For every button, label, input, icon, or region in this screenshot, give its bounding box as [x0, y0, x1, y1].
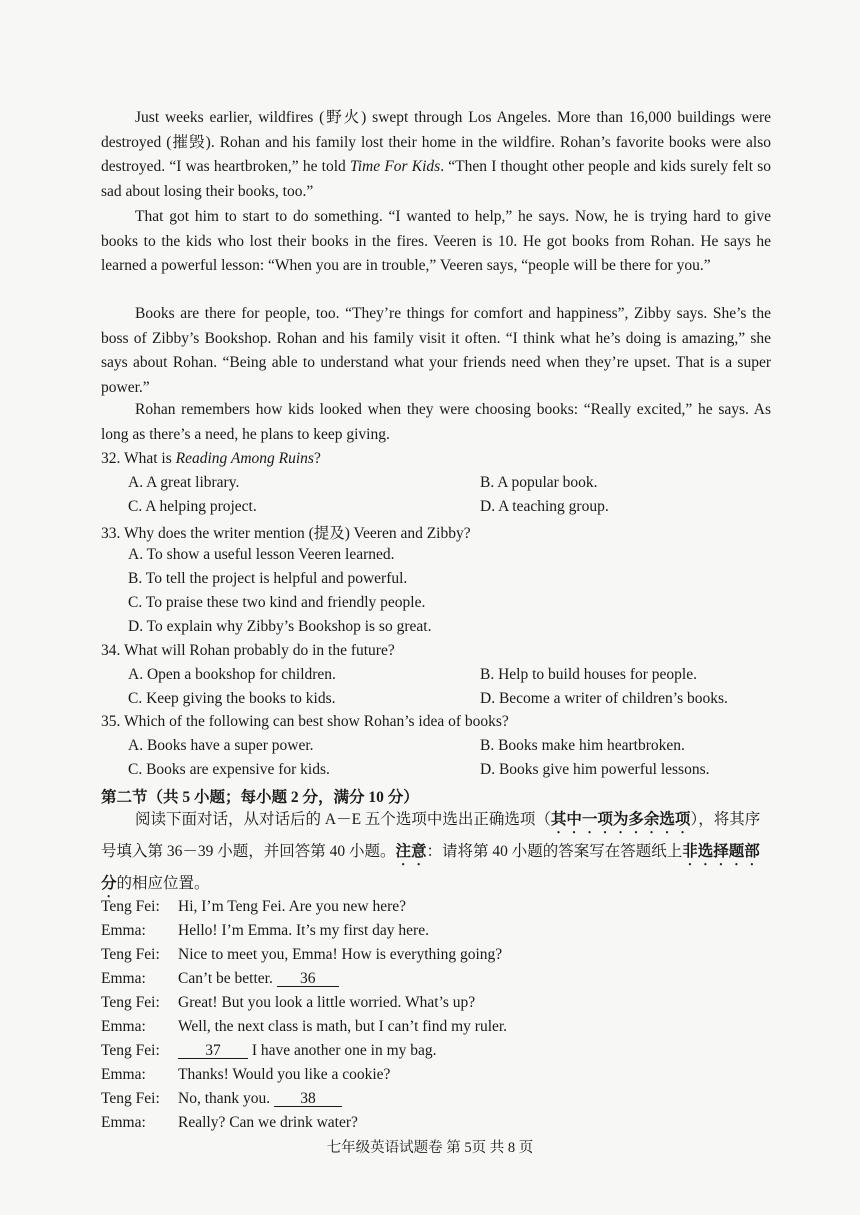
- speaker: Emma:: [101, 922, 146, 939]
- dialogue-line-2: [101, 922, 429, 940]
- q33-option-a: A. To show a useful lesson Veeren learned.: [128, 546, 395, 563]
- utterance: Well, the next class is math, but I can’t find my ruler.: [178, 1018, 508, 1035]
- instr-part-e: ：请将第 40 小题的答案写在答题纸上: [426, 843, 683, 860]
- utterance: I have another one in my bag.: [248, 1042, 437, 1059]
- q35-option-c: C. Books are expensive for kids.: [128, 761, 330, 778]
- q32-option-d: D. A teaching group.: [480, 498, 609, 515]
- page-footer: 七年级英语试题卷 第 5页 共 8 页: [326, 1140, 534, 1156]
- utterance: Hello! I’m Emma. It’s my first day here.: [178, 922, 429, 939]
- passage-p1-text-b: . “Then I thought other people and kids surely felt so sad about losing their books, too.”: [101, 158, 771, 200]
- dialogue-line-7: [101, 1042, 437, 1060]
- q32-stem-a: 32. What is: [101, 450, 176, 467]
- passage-paragraph-4: Rohan remembers how kids looked when they were choosing books: “Really excited,” he says. As long as there’s a need, he plans to keep giving.: [101, 401, 771, 443]
- q32-stem-title: Reading Among Ruins: [175, 450, 314, 467]
- section-2-instructions: [101, 805, 773, 901]
- utterance: Hi, I’m Teng Fei. Are you new here?: [178, 898, 407, 915]
- speaker: Teng Fei:: [101, 946, 160, 963]
- q33-option-b: B. To tell the project is helpful and powerful.: [128, 570, 408, 587]
- utterance: Nice to meet you, Emma! How is everything going?: [178, 946, 503, 963]
- dialogue-line-4: [101, 970, 339, 988]
- q32-stem-b: ?: [313, 450, 321, 467]
- question-35-stem: 35. Which of the following can best show Rohan’s idea of books?: [101, 713, 509, 730]
- question-33-stem: 33. Why does the writer mention (提及) Veeren and Zibby?: [101, 525, 471, 542]
- speaker: Emma:: [101, 970, 146, 987]
- q34-option-b: B. Help to build houses for people.: [480, 666, 697, 683]
- utterance: Can’t be better.: [178, 970, 277, 987]
- q35-option-b: B. Books make him heartbroken.: [480, 737, 685, 754]
- magazine-title: Time For Kids: [349, 158, 441, 176]
- dialogue-line-8: [101, 1066, 390, 1084]
- speaker: Emma:: [101, 1018, 146, 1035]
- dialogue-line-5: [101, 994, 475, 1012]
- q35-option-a: A. Books have a super power.: [128, 737, 314, 754]
- dialogue-line-6: [101, 1018, 507, 1036]
- q32-option-c: C. A helping project.: [128, 498, 257, 515]
- instr-emphasis-non-choice: 非选择题部分: [101, 843, 760, 892]
- passage-paragraph-2: That got him to start to do something. “I wanted to help,” he says. Now, he is trying hard to give books to the kids who lost their books in the fires. Veeren is 10. He got books from Rohan. He says he learned a powerful lesson: “When you are in trouble,” Veeren says, “people will be there for you.”: [101, 208, 771, 275]
- passage-paragraph-3: Books are there for people, too. “They’re things for comfort and happiness”, Zibby says. She’s the boss of Zibby’s Bookshop. Rohan and his family visit it often. “I think what he’s doing is amazing,” she says about Rohan. “Being able to understand what your friends need when they’re upset. That is a super power.”: [101, 305, 771, 396]
- speaker: Teng Fei:: [101, 898, 160, 915]
- question-34-stem: 34. What will Rohan probably do in the future?: [101, 642, 395, 659]
- utterance: Thanks! Would you like a cookie?: [178, 1066, 391, 1083]
- answer-blank-37: 37: [178, 1043, 248, 1059]
- q34-option-d: D. Become a writer of children’s books.: [480, 690, 728, 707]
- speaker: Emma:: [101, 1114, 146, 1131]
- utterance: Great! But you look a little worried. What’s up?: [178, 994, 476, 1011]
- section-2-title: 第二节（共 5 小题；每小题 2 分，满分 10 分）: [101, 789, 419, 806]
- dialogue-line-3: [101, 946, 502, 964]
- q33-option-c: C. To praise these two kind and friendly people.: [128, 594, 426, 611]
- utterance: Really? Can we drink water?: [178, 1114, 358, 1131]
- speaker: Teng Fei:: [101, 994, 160, 1011]
- dialogue-line-1: [101, 898, 406, 916]
- dialogue-line-10: [101, 1114, 358, 1132]
- q32-option-a: A. A great library.: [128, 474, 240, 491]
- answer-blank-38: 38: [274, 1091, 342, 1107]
- instr-part-g: 的相应位置。: [116, 875, 210, 892]
- speaker: Teng Fei:: [101, 1090, 160, 1107]
- instr-emphasis-note: 注意: [395, 843, 427, 860]
- q33-option-d: D. To explain why Zibby’s Bookshop is so great.: [128, 618, 432, 635]
- q32-option-b: B. A popular book.: [480, 474, 598, 491]
- passage-paragraph-1: [101, 106, 771, 204]
- speaker: Teng Fei:: [101, 1042, 160, 1059]
- passage-p1-text-a: Just weeks earlier, wildfires (野火) swept through Los Angeles. More than 16,000 buildings were destroyed (摧毁). Rohan and his family lost their home in the wildfire. Rohan’s favorite books were also destroyed. “I was heartbroken,” he told: [101, 109, 771, 176]
- question-32-stem: [101, 450, 321, 468]
- answer-blank-36: 36: [277, 971, 339, 987]
- instr-part-a: 阅读下面对话，从对话后的 A－E 五个选项中选出正确选项（: [135, 811, 551, 828]
- q34-option-a: A. Open a bookshop for children.: [128, 666, 336, 683]
- q34-option-c: C. Keep giving the books to kids.: [128, 690, 336, 707]
- speaker: Emma:: [101, 1066, 146, 1083]
- instr-part-c: ），将其序号填入第 36－39 小题，并回答第 40 小题。: [101, 811, 761, 860]
- q35-option-d: D. Books give him powerful lessons.: [480, 761, 710, 778]
- utterance: No, thank you.: [178, 1090, 275, 1107]
- instr-emphasis-extra-option: 其中一项为多余选项: [550, 811, 691, 828]
- dialogue-line-9: [101, 1090, 342, 1108]
